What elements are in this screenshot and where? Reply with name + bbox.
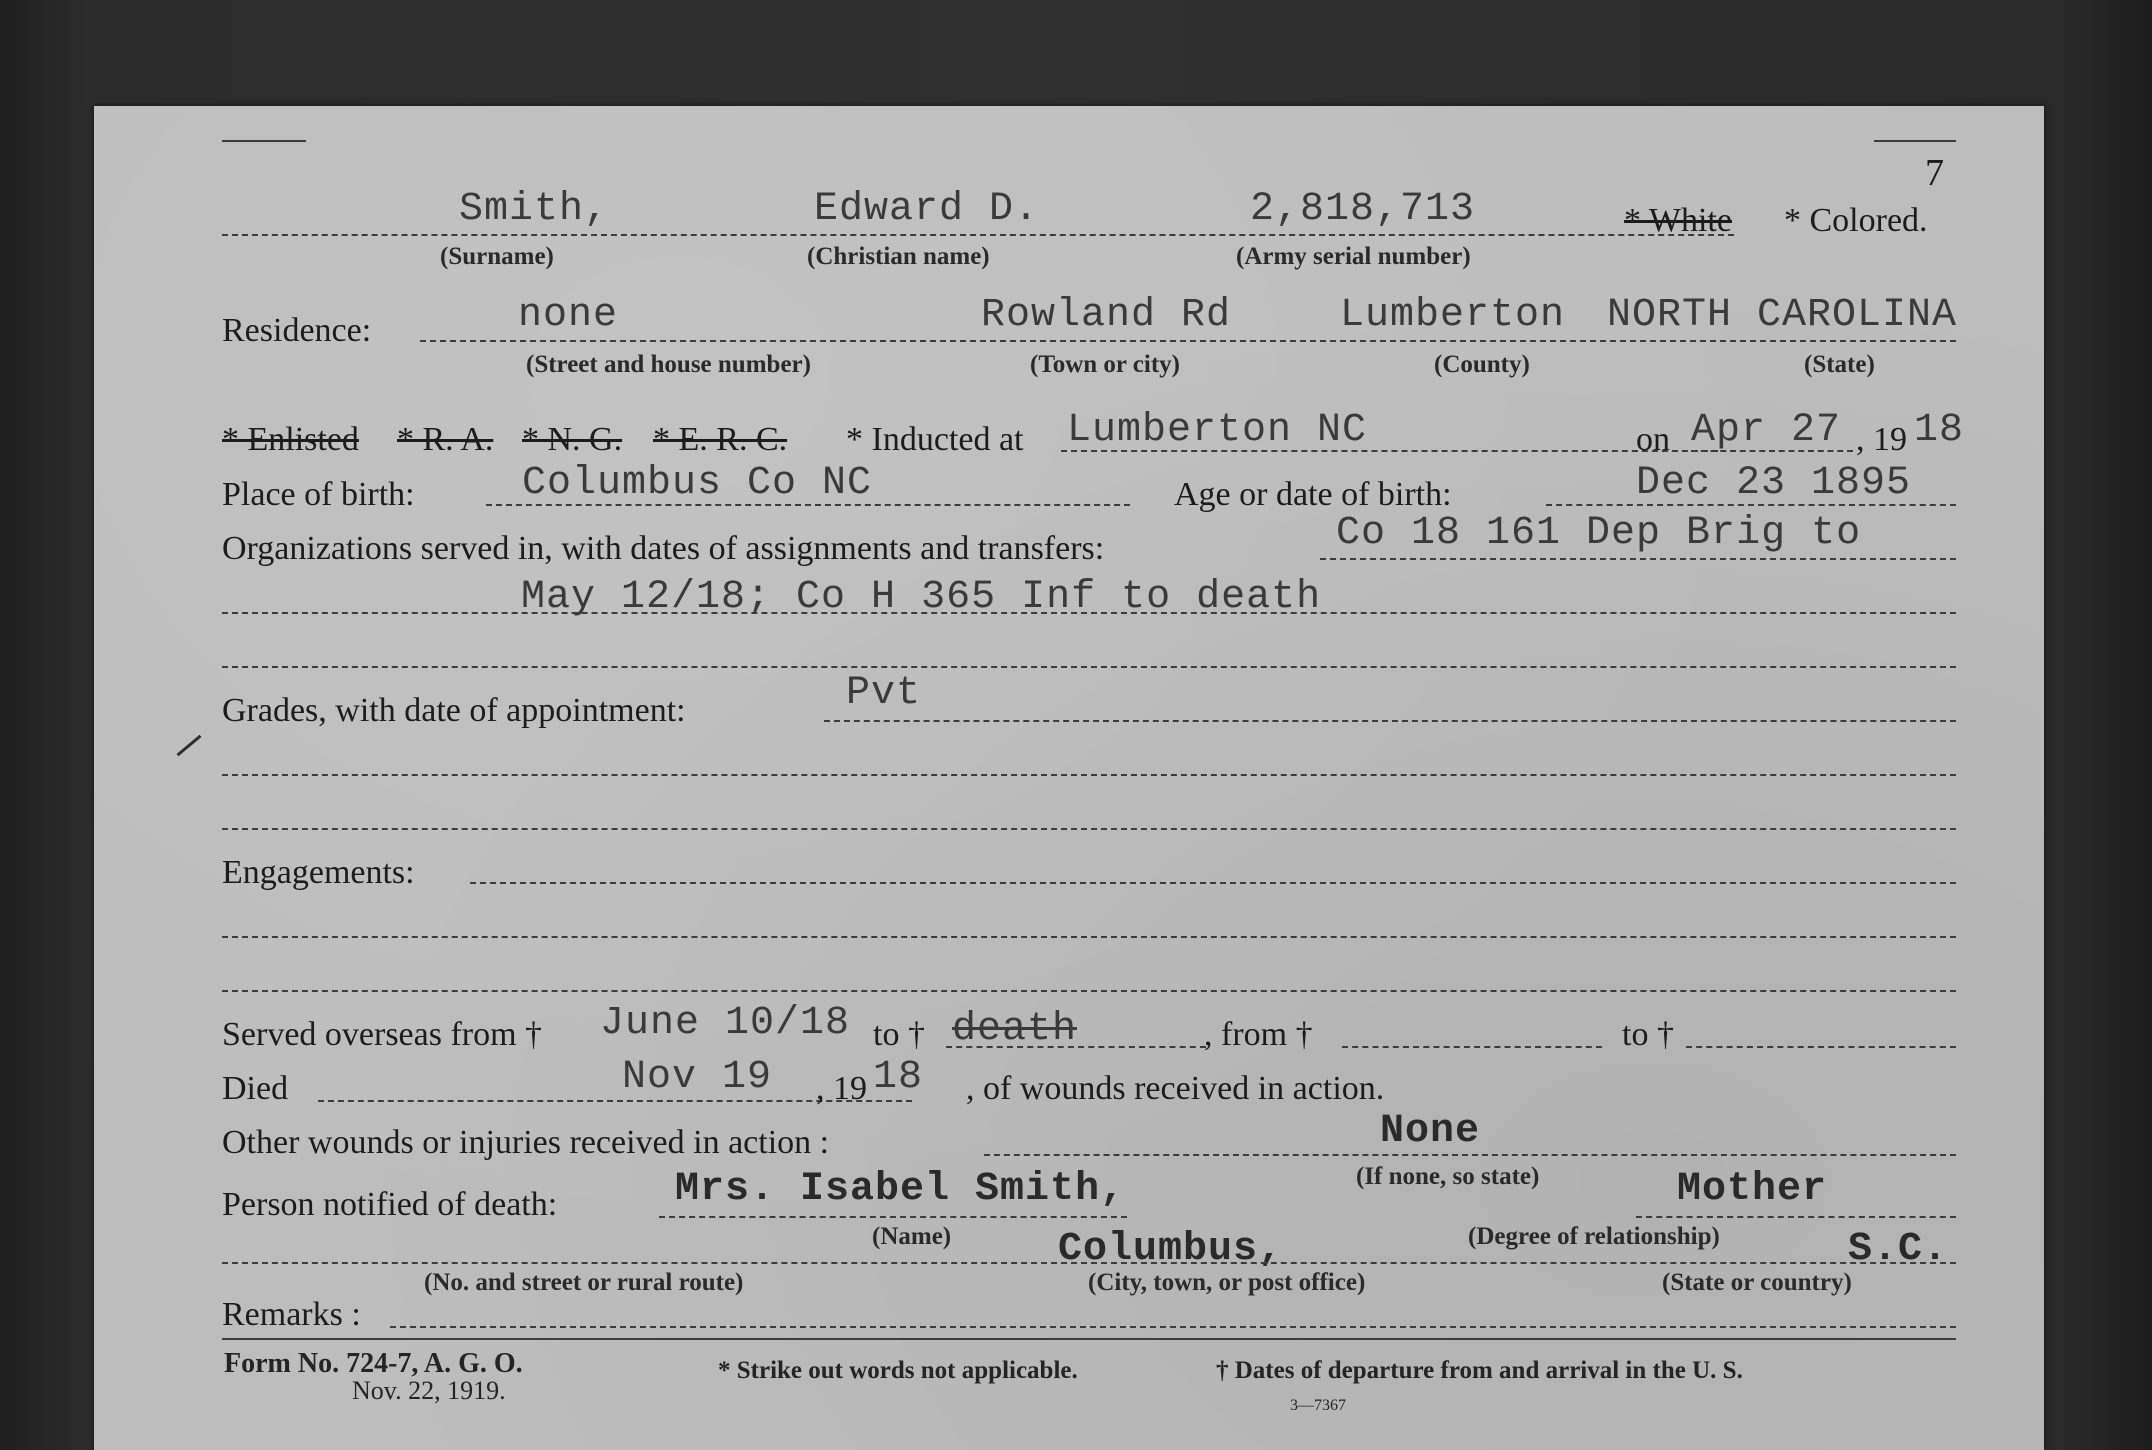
overseas-label: Served overseas from †: [222, 1016, 543, 1053]
notified-relationship-line: [1636, 1216, 1956, 1218]
organizations-line3: [222, 666, 1956, 668]
name-caption: (Name): [872, 1223, 952, 1250]
overseas-from-value: June 10/18: [600, 1001, 851, 1046]
race-white-label: * White: [1624, 202, 1732, 239]
grades-line2: [222, 774, 1956, 776]
top-left-rule: [222, 140, 306, 142]
notified-name-value: Mrs. Isabel Smith,: [675, 1167, 1126, 1212]
residence-state-value: NORTH CAROLINA: [1607, 293, 1958, 338]
overseas-from2-line: [1342, 1046, 1602, 1048]
organizations-line1-value: Co 18 161 Dep Brig to: [1336, 511, 1862, 556]
footnote-strike-out: * Strike out words not applicable.: [718, 1357, 1078, 1384]
remarks-line: [390, 1326, 1956, 1328]
grades-label: Grades, with date of appointment:: [222, 692, 686, 729]
footer-separator: [222, 1338, 1956, 1340]
engagements-line2: [222, 936, 1956, 938]
place-of-birth-label: Place of birth:: [222, 476, 415, 513]
residence-line: [420, 340, 1956, 342]
grades-line1: [824, 720, 1956, 722]
residence-county-value: Lumberton: [1340, 293, 1566, 338]
form-date: Nov. 22, 1919.: [352, 1376, 506, 1405]
place-of-birth-value: Columbus Co NC: [522, 461, 873, 506]
organizations-label: Organizations served in, with dates of assignments and transfers:: [222, 530, 1105, 567]
engagements-line3: [222, 990, 1956, 992]
died-year-value: 18: [873, 1055, 924, 1100]
died-date-value: Nov 19: [622, 1055, 773, 1100]
died-cause: , of wounds received in action.: [966, 1070, 1385, 1107]
card-number: 7: [1925, 152, 1944, 194]
induction-date-line: [1691, 450, 1853, 452]
printer-mark: 3—7367: [1290, 1397, 1346, 1414]
town-caption: (Town or city): [1030, 351, 1180, 378]
enlisted-label: * Enlisted: [222, 421, 359, 458]
christian-name-caption: (Christian name): [807, 243, 990, 270]
date-of-birth-value: Dec 23 1895: [1636, 461, 1912, 506]
ra-label: * R. A.: [397, 421, 494, 458]
inducted-at-value: Lumberton NC: [1067, 408, 1368, 453]
street-caption: (Street and house number): [526, 351, 811, 378]
overseas-to-label: to †: [873, 1016, 925, 1053]
state-country-caption: (State or country): [1662, 1269, 1852, 1296]
residence-street-value: none: [518, 293, 619, 338]
notified-address-line: [222, 1262, 1956, 1264]
died-year-prefix: , 19: [816, 1070, 867, 1107]
remarks-label: Remarks :: [222, 1296, 361, 1333]
place-of-birth-line: [486, 504, 1130, 506]
route-caption: (No. and street or rural route): [424, 1269, 744, 1296]
date-of-birth-label: Age or date of birth:: [1174, 476, 1452, 513]
grades-line3: [222, 828, 1956, 830]
residence-town-value: Rowland Rd: [981, 293, 1232, 338]
notified-label: Person notified of death:: [222, 1186, 558, 1223]
if-none-caption: (If none, so state): [1356, 1163, 1540, 1190]
ng-label: * N. G.: [522, 421, 623, 458]
pen-mark: [177, 735, 202, 757]
top-right-rule: [1874, 140, 1956, 142]
surname-value: Smith,: [459, 187, 610, 232]
date-of-birth-line: [1546, 504, 1956, 506]
overseas-from2-label: , from †: [1204, 1016, 1313, 1053]
notified-city-value: Columbus,: [1058, 1227, 1284, 1272]
form-number: Form No. 724-7, A. G. O.: [224, 1348, 523, 1379]
serial-caption: (Army serial number): [1236, 243, 1471, 270]
notified-relationship-value: Mother: [1677, 1167, 1828, 1212]
city-caption: (City, town, or post office): [1088, 1269, 1366, 1296]
other-wounds-value: None: [1380, 1109, 1481, 1154]
overseas-to-value: death: [952, 1007, 1078, 1052]
induction-date-value: Apr 27: [1691, 408, 1842, 453]
notified-name-line: [659, 1216, 1127, 1218]
on-label: on: [1636, 421, 1670, 458]
organizations-line2: [222, 612, 1956, 614]
christian-name-value: Edward D.: [814, 187, 1040, 232]
race-colored-label: * Colored.: [1784, 202, 1928, 239]
induction-year-prefix: , 19: [1856, 421, 1907, 458]
erc-label: * E. R. C.: [653, 421, 788, 458]
name-line: [222, 234, 1734, 236]
organizations-line2-value: May 12/18; Co H 365 Inf to death: [521, 575, 1322, 620]
overseas-to-line: [946, 1046, 1206, 1048]
grades-value: Pvt: [846, 671, 922, 716]
inducted-line: [1061, 450, 1718, 452]
organizations-line1: [1320, 558, 1956, 560]
relationship-caption: (Degree of relationship): [1468, 1223, 1720, 1250]
engagements-line1: [470, 882, 1956, 884]
footnote-dates: † Dates of departure from and arrival in the U. S.: [1216, 1357, 1743, 1384]
died-label: Died: [222, 1070, 289, 1107]
notified-state-value: S.C.: [1848, 1227, 1949, 1272]
other-wounds-line: [984, 1154, 1956, 1156]
inducted-label: * Inducted at: [846, 421, 1024, 458]
surname-caption: (Surname): [440, 243, 554, 270]
engagements-label: Engagements:: [222, 854, 415, 891]
county-caption: (County): [1434, 351, 1530, 378]
induction-year-value: 18: [1914, 408, 1965, 453]
state-caption: (State): [1804, 351, 1875, 378]
overseas-to2-line: [1686, 1046, 1956, 1048]
residence-label: Residence:: [222, 312, 372, 349]
other-wounds-label: Other wounds or injuries received in action :: [222, 1124, 830, 1161]
draft-record-card: [94, 106, 2044, 1450]
overseas-to2-label: to †: [1622, 1016, 1674, 1053]
serial-number-value: 2,818,713: [1250, 187, 1476, 232]
